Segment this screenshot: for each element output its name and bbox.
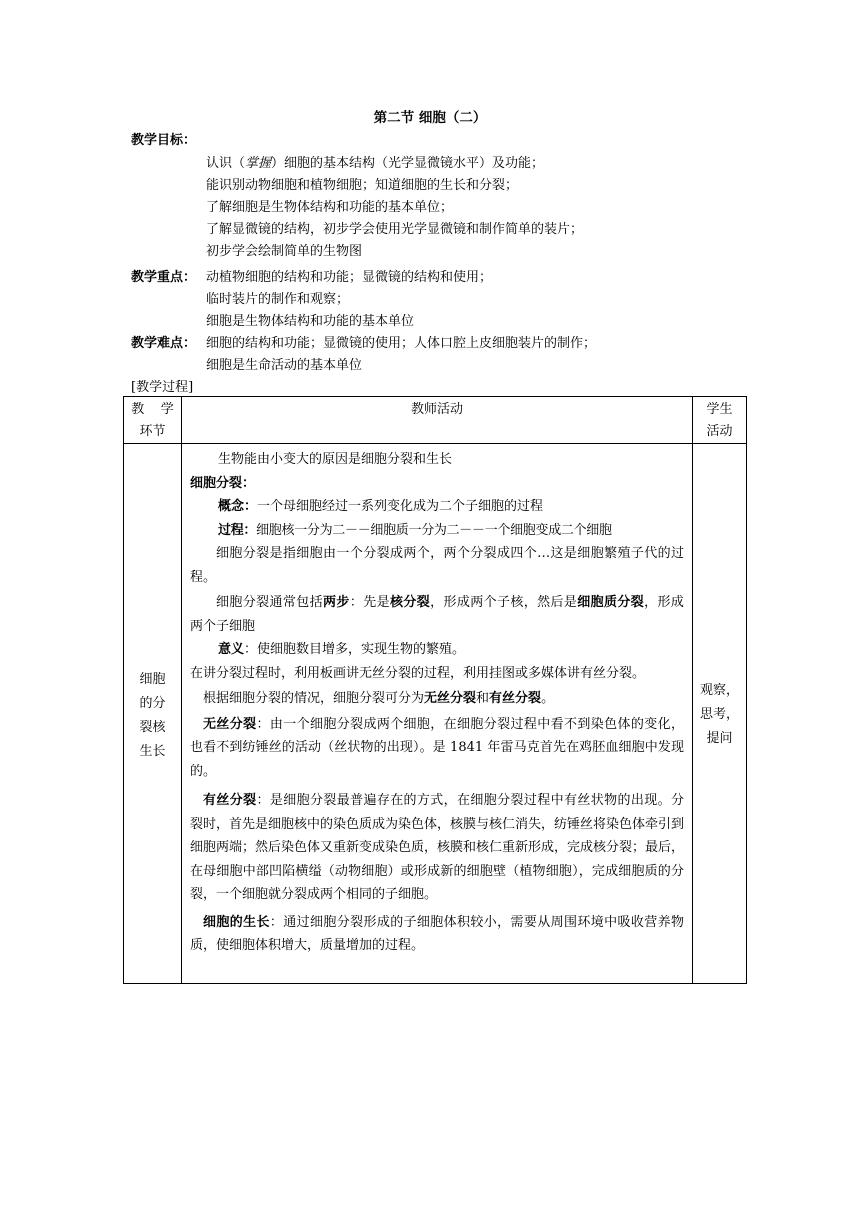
division-heading-text: 细胞分裂： (190, 475, 256, 491)
key-points-label: 教学重点： (131, 270, 197, 285)
steps-paragraph (190, 591, 684, 638)
amitosis-text: ：由一个细胞分裂成两个细胞，在细胞分裂过程中看不到染色体的变化，也看不到纺锤丝的活动（丝状物的出现）。是 1841 年雷马克首先在鸡胚血细胞中发现的。 (190, 716, 684, 779)
student-cell-inner (693, 444, 746, 983)
objective-line: 初步学会绘制简单的生物图 (206, 244, 363, 259)
section-name-line: 的分 (139, 696, 166, 711)
section-name-line: 生长 (139, 744, 166, 759)
header-teacher-label: 教师活动 (410, 402, 463, 417)
objective-text: ）细胞的基本结构（光学显微镜水平）及功能； (271, 156, 545, 171)
header-student-line: 学生 (706, 402, 733, 417)
difficulty-line: 细胞是生命活动的基本单位 (206, 358, 363, 373)
key-point-line: 动植物细胞的结构和功能；显微镜的结构和使用； (206, 270, 493, 285)
steps-text: ，形成两个子细胞 (190, 595, 684, 634)
difficulty-line: 细胞的结构和功能；显微镜的使用；人体口腔上皮细胞装片的制作； (206, 336, 597, 351)
process-table (123, 396, 747, 984)
types-emphasis: 有丝分裂 (489, 691, 542, 706)
student-activity (693, 679, 746, 751)
process-label-text: 过程： (218, 522, 257, 538)
concept-text: 一个母细胞经过一系列变化成为二个子细胞的过程 (257, 499, 544, 514)
intro-paragraph: 生物能由小变大的原因是细胞分裂和生长 (218, 452, 453, 467)
difficulties-label: 教学难点： (131, 336, 197, 351)
section-name-line: 细胞 (139, 672, 166, 687)
meaning-paragraph (190, 638, 684, 662)
header-teacher-cell (182, 397, 693, 444)
types-text: 和 (476, 691, 490, 706)
objectives-label: 教学目标： (131, 133, 197, 148)
student-activity-line: 思考， (699, 707, 739, 722)
meaning-text: ：使细胞数目增多，实现生物的繁殖。 (244, 642, 466, 657)
process-paragraph (190, 519, 684, 543)
header-section-line: 教 学 (131, 402, 174, 417)
mitosis-paragraph (190, 789, 684, 907)
key-point-line: 细胞是生物体结构和功能的基本单位 (206, 314, 415, 329)
student-activity-cell (693, 444, 747, 984)
definition-paragraph: 细胞分裂是指细胞由一个分裂成两个，两个分裂成四个…这是细胞繁殖子代的过程。 (190, 546, 684, 585)
student-activity-line: 提问 (706, 731, 733, 746)
steps-text: ，形成两个子核，然后是 (430, 595, 578, 610)
page-title: 第二节 细胞（二） (373, 110, 487, 126)
objective-line: 了解细胞是生物体结构和功能的基本单位； (206, 200, 454, 215)
types-text: 根据细胞分裂的情况，细胞分裂可分为 (203, 691, 425, 706)
steps-emphasis: 核分裂 (389, 595, 431, 610)
objective-line: 能识别动物细胞和植物细胞；知道细胞的生长和分裂； (206, 178, 519, 193)
objective-text: 认识（ (206, 156, 246, 171)
types-emphasis: 无丝分裂 (424, 691, 477, 706)
table-body-row (124, 444, 747, 984)
student-activity-line: 观察， (699, 683, 739, 698)
teacher-activity-cell (182, 444, 693, 984)
meaning-label: 意义 (218, 642, 245, 657)
header-student-line: 活动 (706, 424, 733, 439)
steps-text: 细胞分裂通常包括 (216, 595, 324, 610)
objective-line: 了解显微镜的结构，初步学会使用光学显微镜和制作简单的装片； (206, 222, 584, 237)
table-header-row (124, 397, 747, 444)
mitosis-text: ：是细胞分裂最普遍存在的方式，在细胞分裂过程中有丝状物的出现。分裂时，首先是细胞核中的染色质成为染色体，核膜与核仁消失，纺锤丝将染色体牵引到细胞两端；然后染色体又重新变成染色质，核膜和核仁重新形成，完成核分裂；最后，在母细胞中部凹陷横缢（动物细胞）或形成新的细胞壁（植物细胞），完成细胞质的分裂，一个细胞就分裂成两个相同的子细胞。 (190, 793, 685, 902)
steps-emphasis: 细胞质分裂 (577, 595, 645, 610)
types-paragraph (190, 687, 684, 711)
growth-text: ：通过细胞分裂形成的子细胞体积较小，需要从周围环境中吸收营养物质，使细胞体积增大，质量增加的过程。 (190, 914, 684, 953)
header-section-cell (124, 397, 182, 444)
key-point-line: 临时装片的制作和观察； (206, 292, 350, 307)
objective-line (206, 152, 544, 171)
mitosis-label: 有丝分裂 (203, 793, 257, 808)
header-section-line: 环节 (139, 424, 166, 439)
concept-label: 概念： (218, 499, 258, 514)
concept-paragraph (190, 495, 684, 519)
amitosis-label: 无丝分裂 (203, 716, 257, 732)
steps-emphasis: 两步 (323, 595, 350, 610)
division-heading (190, 472, 684, 496)
amitosis-paragraph (190, 713, 684, 784)
header-student-cell (693, 397, 747, 444)
section-cell-inner (124, 444, 181, 983)
growth-paragraph (190, 911, 684, 958)
objective-emphasis: 掌握 (245, 156, 272, 171)
section-name-line: 裂核 (139, 720, 166, 735)
steps-text: ：先是 (349, 595, 390, 610)
section-cell (124, 444, 182, 984)
process-label: [教学过程] (131, 380, 194, 395)
section-name (124, 668, 181, 764)
teaching-note-paragraph: 在讲分裂过程时，利用板画讲无丝分裂的过程，利用挂图或多媒体讲有丝分裂。 (190, 665, 646, 681)
process-text: 细胞核一分为二－－细胞质一分为二－－一个细胞变成二个细胞 (256, 522, 612, 538)
types-text: 。 (541, 691, 555, 706)
growth-label: 细胞的生长 (203, 914, 270, 930)
